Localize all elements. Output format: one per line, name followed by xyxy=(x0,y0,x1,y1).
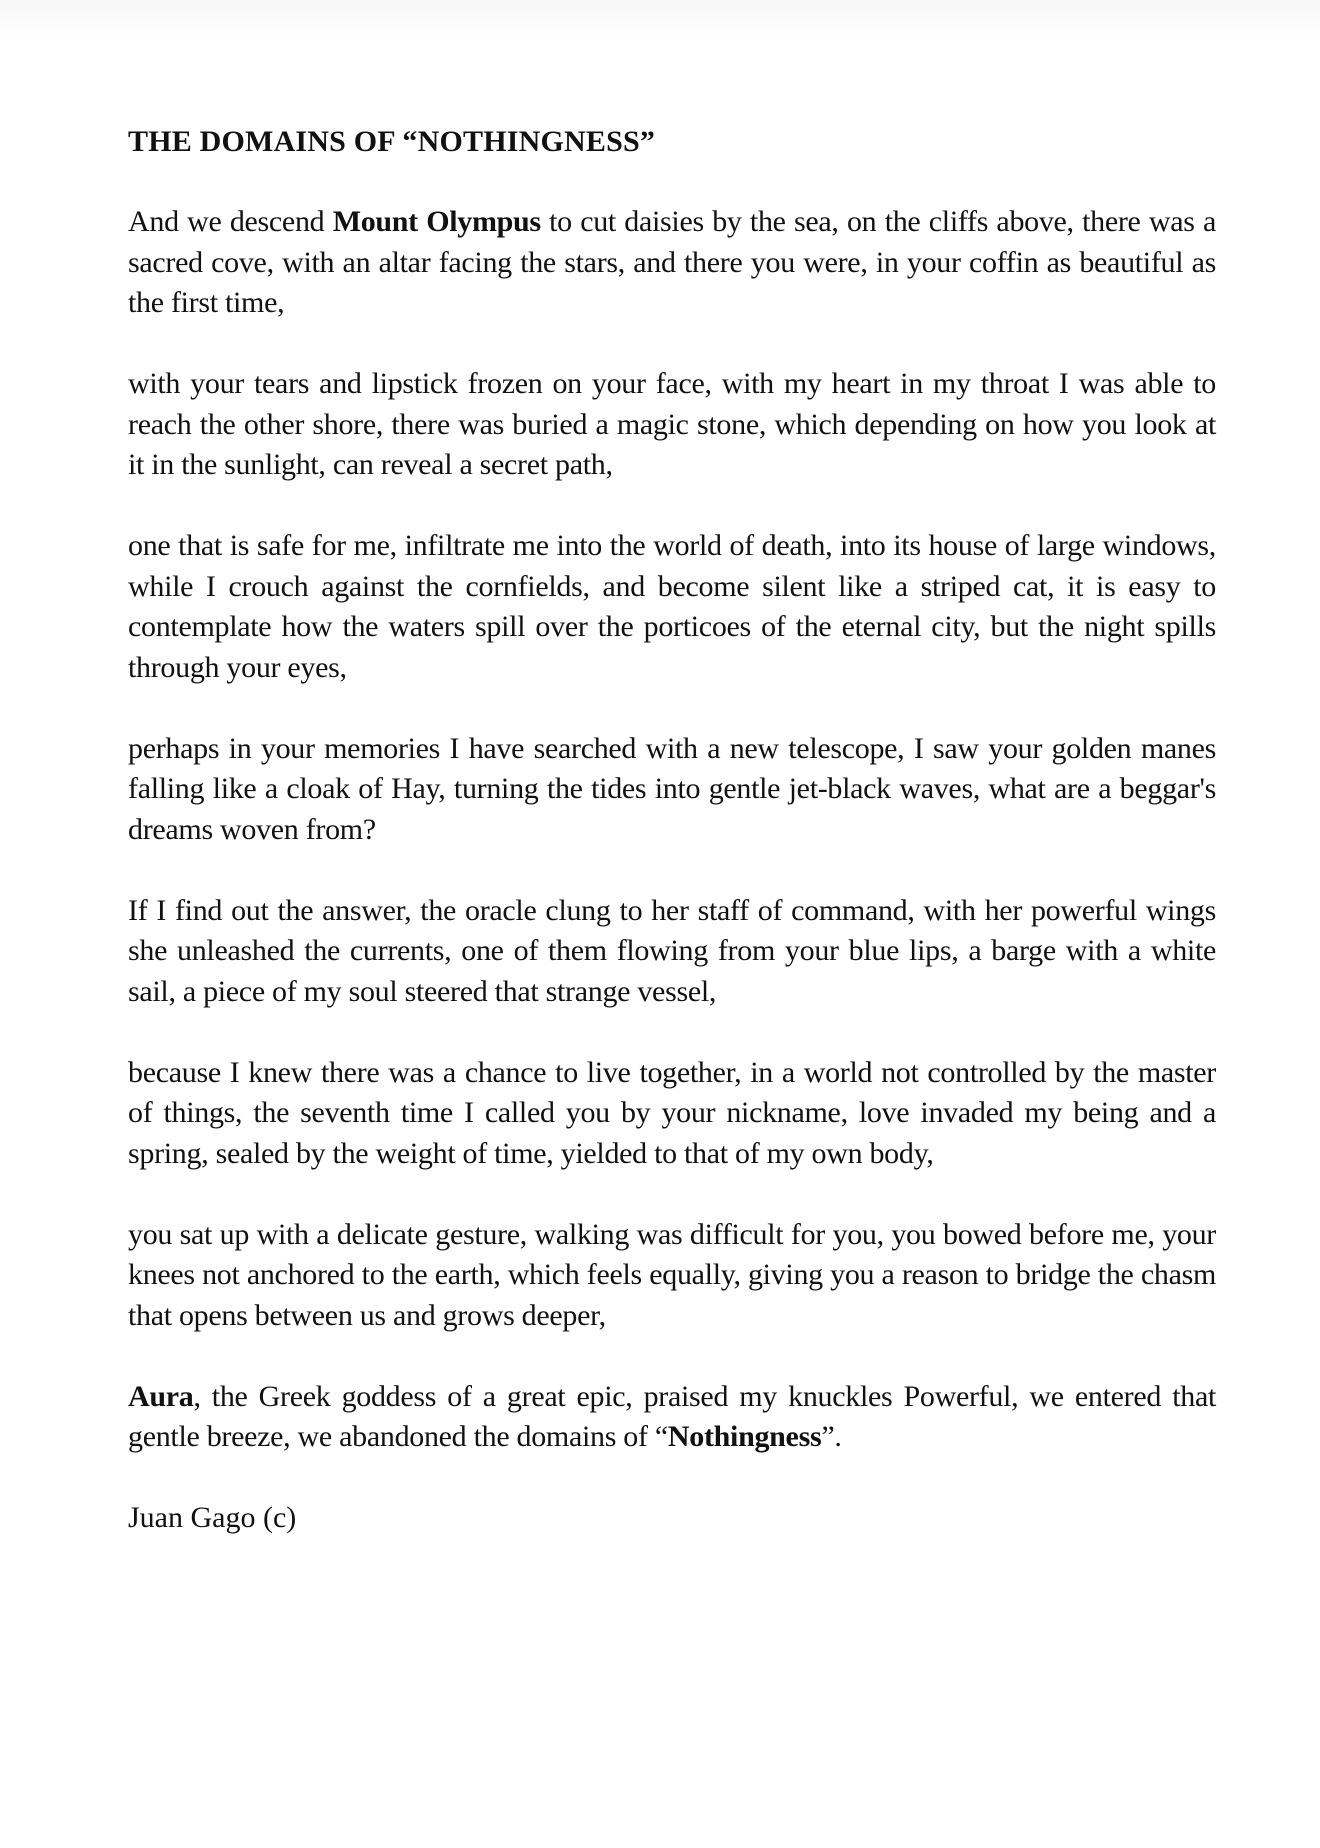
author-signature: Juan Gago (c) xyxy=(128,1501,297,1534)
top-shadow xyxy=(0,0,1320,40)
bold-phrase-mount-olympus: Mount Olympus xyxy=(332,205,541,238)
stanza-text: ”. xyxy=(821,1420,842,1453)
stanza-1 xyxy=(128,202,1216,324)
stanza-8 xyxy=(128,1377,1216,1458)
stanza-4: perhaps in your memories I have searched with a new telescope, I saw your golden manes falling like a cloak of Hay, turning the tides into gentle jet-black waves, what are a beggar's dreams woven from? xyxy=(128,731,1216,846)
stanza-2: with your tears and lipstick frozen on your face, with my heart in my throat I was able to reach the other shore, there was buried a magic stone, which depending on how you look at it in the sunlight, can reveal a secret path, xyxy=(128,367,1216,481)
stanza-7: you sat up with a delicate gesture, walking was difficult for you, you bowed before me, your knees not anchored to the earth, which feels equally, giving you a reason to bridge the chasm that opens between us and grows deeper, xyxy=(128,1217,1216,1332)
bold-word-nothingness: Nothingness xyxy=(667,1420,822,1453)
stanza-text: And we descend xyxy=(128,205,333,238)
document-page xyxy=(128,122,1216,1538)
stanza-5: If I find out the answer, the oracle clung to her staff of command, with her powerful wings she unleashed the currents, one of them flowing from your blue lips, a barge with a white sail, a piece of my soul steered that strange vessel, xyxy=(128,893,1216,1008)
bold-word-aura: Aura xyxy=(128,1379,194,1413)
stanza-text: to cut daisies by the sea, on the cliffs above, there was a sacred cove, with an altar facing the stars, and there you were, in your coffin as beautiful as the first time, xyxy=(128,205,1216,319)
stanza-3: one that is safe for me, infiltrate me into the world of death, into its house of large windows, while I crouch against the cornfields, and become silent like a striped cat, it is easy to contemplate how the waters spill over the porticoes of the eternal city, but the night spills through your eyes, xyxy=(128,529,1216,684)
stanza-text: , the Greek goddess of a great epic, praised my knuckles Powerful, we entered that gentle breeze, we abandoned the domains of “ xyxy=(128,1379,1216,1453)
stanza-6: because I knew there was a chance to live together, in a world not controlled by the master of things, the seventh time I called you by your nickname, love invaded my being and a spring, sealed by the weight of time, yielded to that of my own body, xyxy=(128,1055,1216,1170)
poem-title: THE DOMAINS OF “NOTHINGNESS” xyxy=(128,125,656,158)
